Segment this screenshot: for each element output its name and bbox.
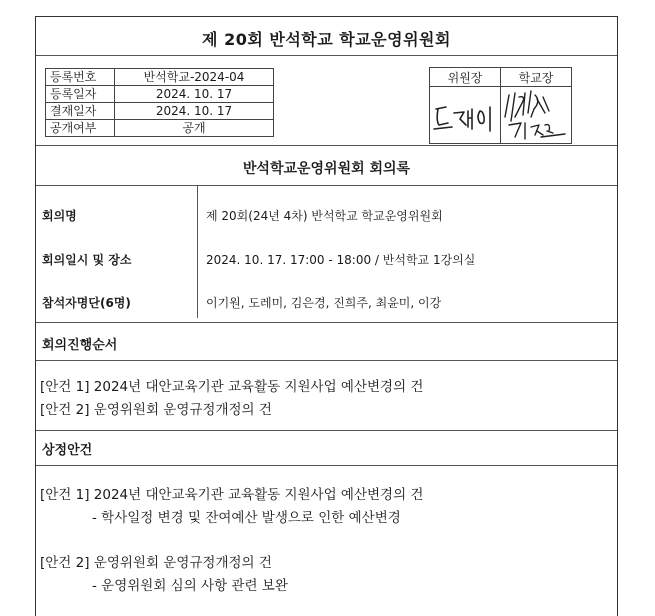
meeting-datetime-label: 회의일시 및 장소	[42, 253, 132, 267]
registration-row	[46, 103, 274, 120]
attendees-value: 이기원, 도레미, 김은경, 진희주, 최윤미, 이강	[206, 296, 442, 310]
registration-table	[45, 68, 274, 137]
divider	[36, 185, 617, 186]
order-item: [안건 2] 운영위원회 운영규정개정의 건	[40, 402, 272, 418]
registration-label: 공개여부	[46, 120, 115, 137]
registration-value: 반석학교-2024-04	[115, 69, 274, 86]
approval-table	[429, 67, 572, 144]
registration-label: 등록번호	[46, 69, 115, 86]
meeting-datetime-value: 2024. 10. 17. 17:00 - 18:00 / 반석학교 1강의실	[206, 253, 476, 267]
document-title: 제 20회 반석학교 학교운영위원회	[202, 30, 451, 49]
divider	[36, 465, 617, 466]
registration-value: 2024. 10. 17	[115, 103, 274, 120]
divider	[36, 360, 617, 361]
registration-value: 공개	[115, 120, 274, 137]
info-column-divider	[197, 185, 198, 318]
document-frame	[35, 16, 618, 616]
agenda-item-detail: - 학사일정 변경 및 잔여예산 발생으로 인한 예산변경	[92, 510, 401, 526]
registration-value: 2024. 10. 17	[115, 86, 274, 103]
minutes-title: 반석학교운영위원회 회의록	[242, 161, 411, 177]
divider	[36, 430, 617, 431]
divider	[36, 55, 617, 56]
attendees-label: 참석자명단(6명)	[42, 296, 131, 310]
divider	[36, 145, 617, 146]
chair-header: 위원장	[430, 68, 501, 87]
agenda-item-title: [안건 2] 운영위원회 운영규정개정의 건	[40, 555, 272, 571]
agenda-item-title: [안건 1] 2024년 대안교육기관 교육활동 지원사업 예산변경의 건	[40, 487, 424, 503]
chair-signature-icon	[430, 87, 500, 143]
agenda-item-detail: - 운영위원회 심의 사항 관련 보완	[92, 578, 288, 594]
registration-row	[46, 86, 274, 103]
registration-row	[46, 120, 274, 137]
chair-signature-cell	[430, 87, 501, 144]
principal-signature-icon	[501, 87, 571, 143]
registration-label: 결재일자	[46, 103, 115, 120]
order-item: [안건 1] 2024년 대안교육기관 교육활동 지원사업 예산변경의 건	[40, 379, 424, 395]
agenda-heading: 상정안건	[42, 443, 93, 458]
meeting-name-value: 제 20회(24년 4차) 반석학교 학교운영위원회	[206, 209, 443, 223]
divider	[36, 322, 617, 323]
registration-row	[46, 69, 274, 86]
principal-header: 학교장	[501, 68, 572, 87]
order-heading: 회의진행순서	[42, 338, 118, 353]
meeting-name-label: 회의명	[42, 209, 77, 223]
registration-label: 등록일자	[46, 86, 115, 103]
principal-signature-cell	[501, 87, 572, 144]
